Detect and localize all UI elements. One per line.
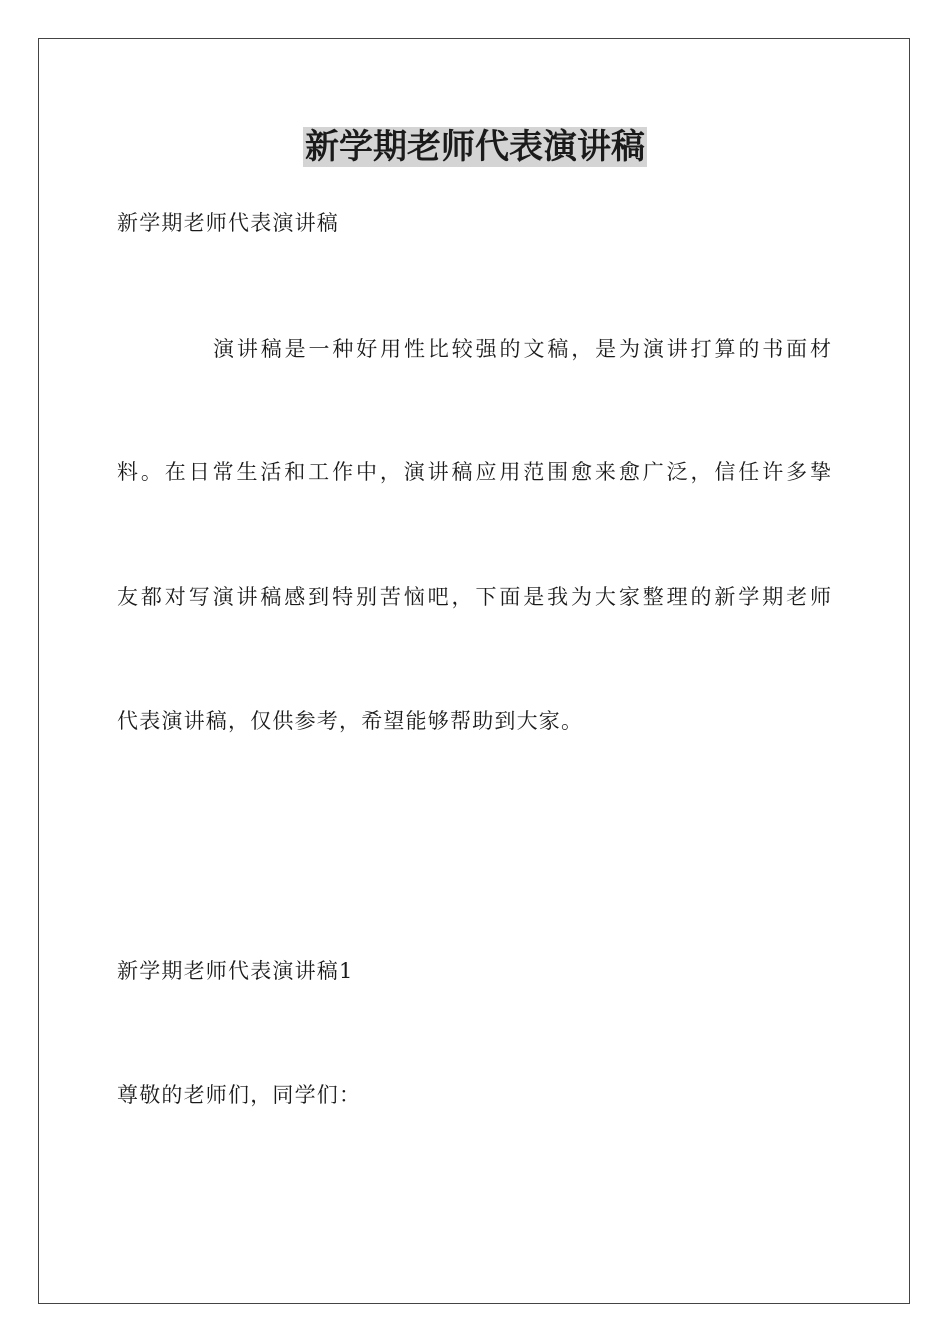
document-subtitle: 新学期老师代表演讲稿 [117,211,339,235]
intro-line-4: 代表演讲稿，仅供参考，希望能够帮助到大家。 [117,709,584,733]
greeting-line: 尊敬的老师们，同学们： [117,1083,362,1107]
document-title-text: 新学期老师代表演讲稿 [305,127,645,167]
document-title [0,126,950,168]
section-heading: 新学期老师代表演讲稿1 [117,959,354,983]
intro-line-3: 友都对写演讲稿感到特别苦恼吧，下面是我为大家整理的新学期老师 [117,585,831,609]
intro-line-2: 料。在日常生活和工作中，演讲稿应用范围愈来愈广泛，信任许多挚 [117,460,831,484]
intro-line-1: 演讲稿是一种好用性比较强的文稿，是为演讲打算的书面材 [213,337,831,361]
